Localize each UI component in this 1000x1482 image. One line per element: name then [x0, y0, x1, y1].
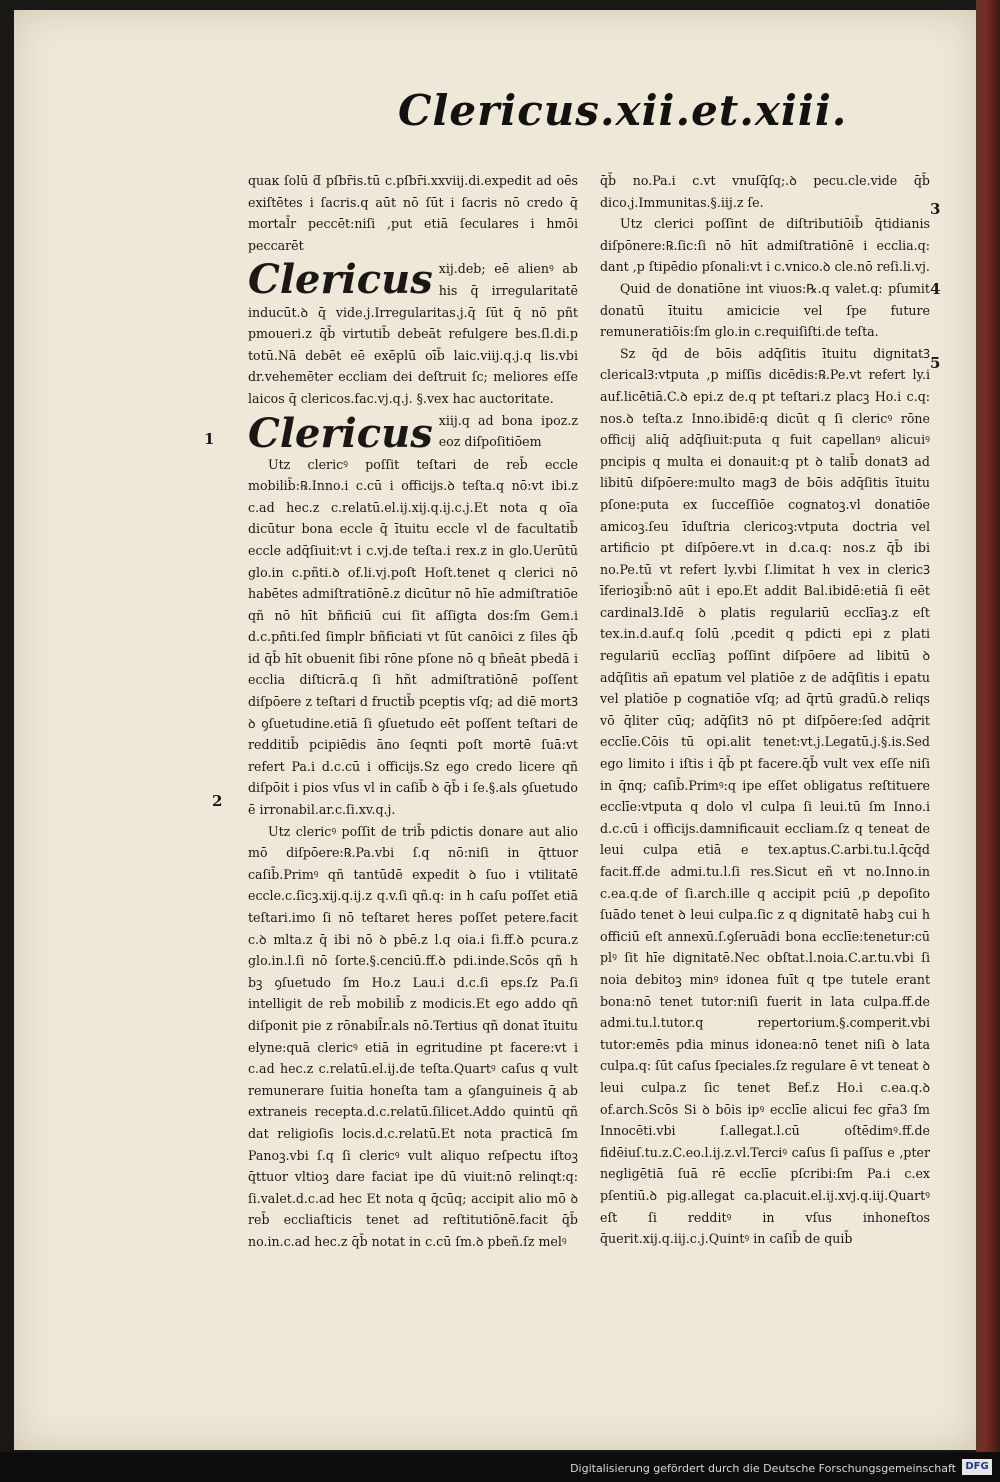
margin-number-2: 2	[212, 792, 223, 810]
continuation-paragraph: q̄b̄ no.Pa.i c.vt vnuſq̄ſq;.ꝺ pecu.cle.vide q̄b̄ dico.j.Immunitas.§.iij.z ſe.	[600, 173, 930, 210]
margin-number-3: 3	[930, 200, 941, 218]
paragraph-5: Sz q̄d de bōis adq̄ſitis ītuitu dignitatꝪ clericalꝪ:vtputa ,p miſſis dicēdis:℞.Pe.vt refert ly.i auf.licētiā.C.ꝺ epi.z de.q pt teſtari.z placꝫ Ho.i c.q: nos.ꝺ teſta.z Inno.ibidē:q dicūt q ſi clericꝰ rōne officij aliq̄ adq̄ſiuit:puta q fuit capellanꝰ alicuiꝰ pncipis q multa ei donauit:q pt ꝺ talib̄ donatꝪ ad libitū diſpōere:multo magꝪ de bōis adq̄ſitis ītuitu pſone:puta ex ſucceſſiōe cognatoꝫ.vl donatiōe amicoꝫ.ſeu īduſtria clericoꝫ:vtputa doctria vel artificio pt diſpōere.vt in d.ca.q: nos.z q̄b̄ ibi no.Pe.tū vt refert ly.vbi ſ.limitat h vex in clericꝪ īferioꝫib̄:nō aūt i epo.Et addit Bal.ibidē:etiā ſi eēt cardinalꝪ.Idē ꝺ platis regulariū ecclīaꝫ.z eſt tex.in.d.auf.q ſolū ,pcedit q pdicti epi z plati regulariū ecclīaꝫ poſſint diſpōere ad libitū ꝺ adq̄ſitis añ epatum vel platiōe z de adq̄ſitis i epatu vel platiōe p cognatiōe vſq; ad q̄rtū gradū.ꝺ reliqs vō q̄liter cūq; adq̄ſitꝪ nō pt diſpōere:ſed adq̄rit ecclīe.Cōis tū opi.alit tenet:vt.j.Legatū.j.§.is.Sed ego limito i iſtis i q̄b̄ pt facere.q̄b̄ vult vex eſſe niſi in q̄nq; caſib̄.Primꝰ:q ipe eſſet obligatus reſtituere ecclīe:vtputa q dolo vl culpa ſi leui.tū ſm Inno.i d.c.cū i officijs.damnificauit eccliam.ſz q teneat de leui culpa etiā e tex.aptus.C.arbi.tu.l.q̄cq̄d facit.ff.de admi.tu.l.ſi res.Sicut eñ vt no.Inno.in c.ea.q.de of ſi.arch.ille q accipit pciū ,p depoſito ſuādo tenet ꝺ leui culpa.ſic z q dignitatē habꝫ cui h officiū eſt annexū.ſ.ꝯſeruādi bona ecclīe:tenetur:cū plꝰ ſit hīe dignitatē.Nec obſtat.l.noia.C.ar.tu.vbi ſi noia debitoꝫ minꝰ idonea fuīt q tpe tutele erant bona:nō tenet tutor:niſi fuerit in lata culpa.ff.de admi.tu.l.tutor.q repertorium.§.comperit.vbi tutor:emēs pdia minus idonea:nō tenet niſi ꝺ lata culpa.q: ſūt caſus ſpeciales.ſz regulare ē vt teneat ꝺ leui culpa.z ſic tenet Bef.z Ho.i c.ea.q.ꝺ of.arch.Scōs Si ꝺ bōis ipꝰ ecclīe alicui fec gr̄a3 ſm Innocēti.vbi ſ.allegat.l.cū oſtēdimꝰ.ff.de fidēiuſ.tu.z.C.eo.l.ij.z.vl.Terciꝰ caſus ſi paſſus e ,pter negligētiā ſuā rē ecclīe pſcribi:ſm Pa.i c.ex pſentiū.ꝺ pig.allegat ca.placuit.el.ij.xvj.q.iij.Quartꝰ eſt ſi redditꝰ in vſus inhoneſtos q̄uerit.xij.q.iij.c.j.Quintꝰ in caſib̄ de quib̄	[600, 345, 930, 1247]
book-spine-edge	[976, 0, 1000, 1470]
margin-number-5: 5	[930, 354, 941, 372]
footer-credit: Digitalisierung gefördert durch die Deutsche Forschungsgemeinschaft	[570, 1462, 956, 1475]
section-xii	[248, 258, 578, 409]
paragraph-2: Utz clericꝰ poſſit de trib̄ pdictis donare aut alio mō diſpōere:℞.Pa.vbi ſ.q nō:niſi in q̄ttuor caſib̄.Primꝰ qñ tantūdē expedit ꝺ ſuo i vtilitatē eccle.c.ſicꝫ.xij.q.ij.z q.v.ſi qñ.q: in h caſu poſſet etiā teſtari.imo ſi nō teſtaret heres poſſet petere.facit c.ꝺ mlta.z q̄ ibi nō ꝺ pbē.z l.q oia.i ſi.ff.ꝺ pcura.z glo.in.l.ſi nō ſorte.§.cenciū.ff.ꝺ pdi.inde.Scōs qñ h bꝫ ꝯſuetudo ſm Ho.z Lau.i d.c.ſi eps.ſz Pa.ſi intelligit de reb̄ mobilib̄ z modicis.Et ego addo qñ diſponit pie z rōnabil̄r.als nō.Tertius qñ donat ītuitu elyne:quā clericꝰ etiā in egritudine pt facere:vt i c.ad hec.z c.relatū.el.ij.de teſta.Quartꝰ caſus q vult remunerare ſuitia honeſta tam a ꝯſanguineis q̄ ab extraneis recepta.d.c.relatū.ſilicet.Addo quintū qñ dat religioſis locis.d.c.relatū.Et nota practicā ſm Panoꝫ.vbi ſ.q ſi clericꝰ vult aliquo reſpectu iſtoꝫ q̄ttuor vltioꝫ dare faciat ipe dū viuit:nō relinqt:q: ſi.valet.d.c.ad hec Et nota q q̄cūq; accipit alio mō ꝺ reb̄ eccliaſticis tenet ad reſtitutiōnē.facit q̄b̄ no.in.c.ad hec.z q̄b̄ notat in c.cū ſm.ꝺ pbeñ.ſz melꝰ	[248, 823, 578, 1249]
section-xii-text: xij.deb; eē alienꝰ ab his q̄ irregularitatē inducūt.ꝺ q̄ vide.j.Irregularitas.j.q̄ ſūt q̄ nō pñt pmoueri.z q̄b̄ virtutib̄ debeāt refulgere bes.ſl.di.p totū.Nā debēt eē exēplū oīb̄ laic.viij.q.j.q lis.vbi dr.vehemēter eccliam dei deſtruit ſc; meliores eſſe laicos q̄ clericos.fac.vj.q.j. §.vex hac auctoritate.	[248, 261, 578, 406]
rubric-clericus-xiii: Clericus	[248, 409, 433, 457]
margin-number-1: 1	[204, 430, 215, 448]
dfg-logo-icon: DFG	[962, 1459, 992, 1475]
paragraph-3: Utz clerici poſſint de diſtributiōib̄ q̄tidianis diſpōnere:℞.ſic:ſi nō hīt admiſtratiōnē i ecclia.q: dant ,p ſtipēdio pſonali:vt i c.vnico.ꝺ cle.nō reſi.li.vj.	[600, 216, 930, 275]
opening-paragraph: quaĸ ſolū ƌ pſbr̄is.tū c.pſbr̄i.xxviij.di.expedit ad oēs exiſtētes i ſacris.q aūt nō ſūt i ſacris nō credo q̄ mortal̄r peccēt:niſi ,put etiā ſeculares i hmōi peccarēt	[248, 173, 578, 253]
book-page	[14, 10, 976, 1450]
section-xiii-head: xiij.q ad bona ipoz.z eoz diſpoſitiōem	[438, 412, 578, 450]
left-column	[248, 170, 578, 1253]
margin-number-4: 4	[930, 280, 941, 298]
rubric-clericus-xii: Clericus	[248, 256, 433, 304]
paragraph-4: Quid de donatiōne int viuos:℞.q valet.q: pſumit donatū ītuitu amicicie vel ſpe future remuneratiōis:ſm glo.in c.requiſiſti.de teſta.	[600, 280, 930, 340]
running-head: Clericus.xii.et.xiii.	[398, 86, 848, 135]
section-xiii	[248, 409, 578, 457]
right-column	[600, 170, 930, 1250]
paragraph-1: Utz clericꝰ poſſit teſtari de reb̄ eccle mobilib̄:℞.Inno.i c.cū i officijs.ꝺ teſta.q nō:vt ibi.z c.ad hec.z c.relatū.el.ij.xij.q.ij.c.j.Et nota q oīa dicūtur bona eccle q̄ ītuitu eccle vl de facultatib̄ eccle adq̄ſiuit:vt i c.vj.de teſta.i rex.z in glo.Uerūtū glo.in c.pñti.ꝺ of.li.vj.poſt Hoſt.tenet q clerici nō habētes admiſtratiōnē.z dicūtur nō hīe admiſtratiōe qñ nō hīt bñficiū cui ſit aſſigta dos:ſm Gem.i d.c.pñti.ſed ſimplr bñficiati vt ſūt canōici z ſiles q̄b̄ id q̄b̄ hīt obuenit ſibi rōne pſone nō q bñeāt pbedā i ecclia diſticrā.q ſi hñt admiſtratiōnē poſſent diſpōere z teſtari d fructib̄ pceptis vſq; ad diē mortꝪ ꝺ ꝯſuetudine.etiā ſi ꝯſuetudo eēt poſſent teſtari de redditib̄ pcipiēdis āno ſeqnti poſt mortē ſuā:vt refert Pa.i d.c.cū i officijs.Sz ego credo licere qñ diſpōit i pios vſus vl in caſib̄ ꝺ q̄b̄ i ſe.§.als ꝯſuetudo ē irronabil.ar.c.ſi.xv.q.j.	[248, 456, 578, 818]
